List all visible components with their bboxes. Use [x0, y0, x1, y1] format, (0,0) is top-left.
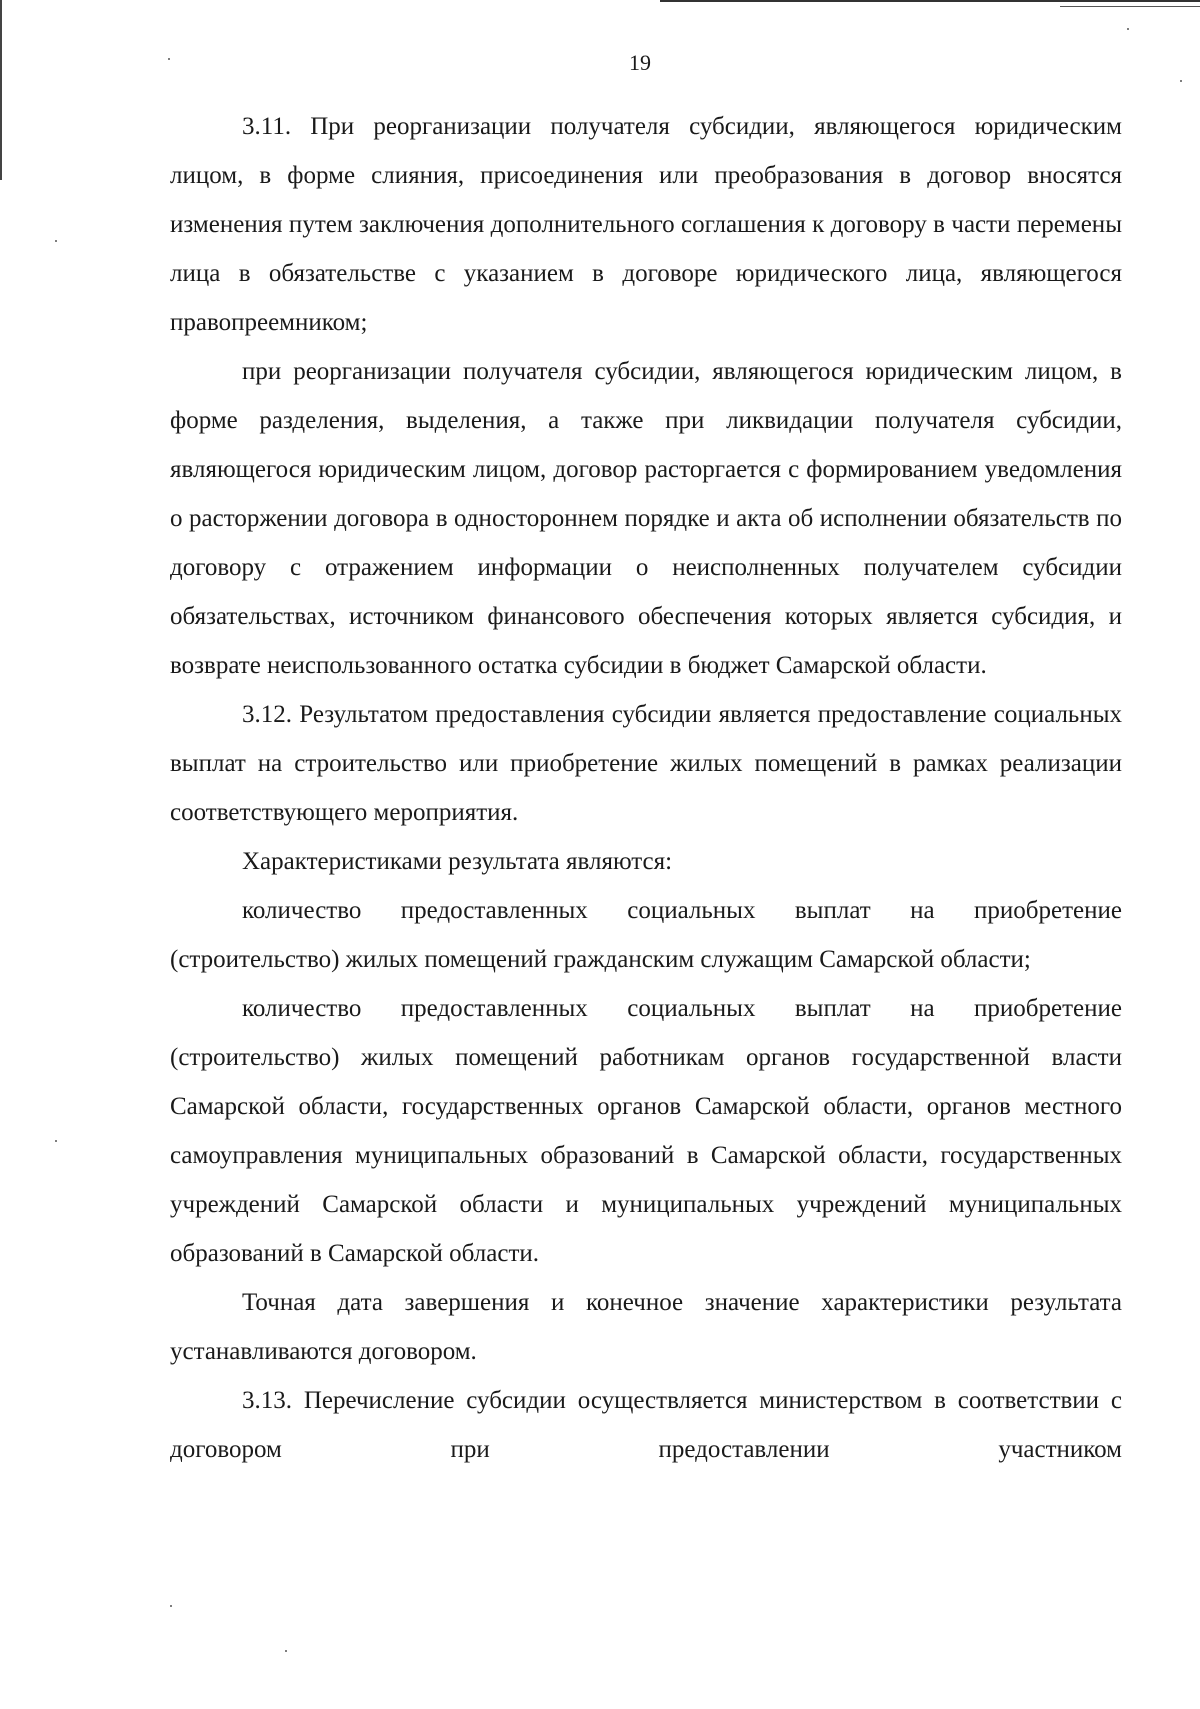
scan-edge-top-secondary	[1060, 6, 1200, 7]
scan-edge-top	[660, 0, 1200, 2]
page-number: 19	[629, 50, 651, 75]
scan-speck	[170, 1605, 172, 1607]
paragraph-completion-date: Точная дата завершения и конечное значение характеристики результата устанавливаются договором.	[170, 1289, 1122, 1365]
scan-speck	[285, 1650, 287, 1652]
paragraph-characteristic-government-workers: количество предоставленных социальных выплат на приобретение (строительство) жилых помещений работникам органов государственной власти Самарской области, государственных органов Самарской области, органов местного самоуправления муниципальных образований в Самарской области, государственных учреждений Самарской области и муниципальных учреждений муниципальных образований в Самарской области.	[170, 995, 1122, 1267]
paragraph-reorganization-termination: при реорганизации получателя субсидии, являющегося юридическим лицом, в форме разделения, выделения, а также при ликвидации получателя субсидии, являющегося юридическим лицом, договор расторгается с формированием уведомления о расторжении договора в одностороннем порядке и акта об исполнении обязательств по договору с отражением информации о неисполненных получателем субсидии обязательствах, источником финансового обеспечения которых является субсидия, и возврате неиспользованного остатка субсидии в бюджет Самарской области.	[170, 358, 1122, 679]
scan-speck	[1180, 80, 1182, 82]
scan-speck	[55, 240, 57, 242]
scan-speck	[55, 1140, 57, 1142]
document-body	[170, 102, 1122, 1474]
paragraph-characteristic-civil-servants: количество предоставленных социальных выплат на приобретение (строительство) жилых помещений гражданским служащим Самарской области;	[170, 897, 1122, 973]
paragraph-3-11: 3.11. При реорганизации получателя субсидии, являющегося юридическим лицом, в форме слияния, присоединения или преобразования в договор вносятся изменения путем заключения дополнительного соглашения к договору в части перемены лица в обязательстве с указанием в договоре юридического лица, являющегося правопреемником;	[170, 113, 1122, 336]
scan-edge-left	[0, 0, 2, 180]
scan-speck	[1127, 28, 1129, 30]
paragraph-result-characteristics-heading: Характеристиками результата являются:	[242, 848, 673, 875]
paragraph-3-12: 3.12. Результатом предоставления субсидии является предоставление социальных выплат на строительство или приобретение жилых помещений в рамках реализации соответствующего мероприятия.	[170, 701, 1122, 826]
paragraph-3-13: 3.13. Перечисление субсидии осуществляется министерством в соответствии с договором при предоставлении участником	[170, 1387, 1122, 1463]
